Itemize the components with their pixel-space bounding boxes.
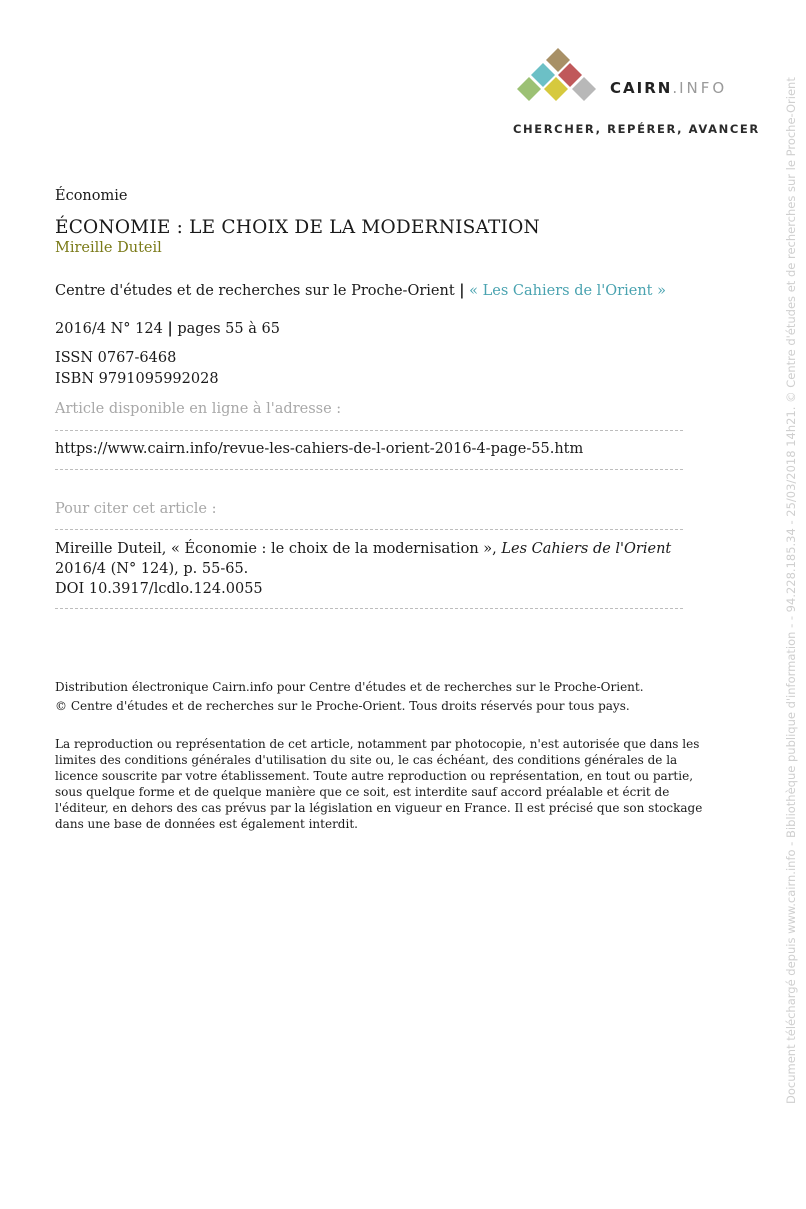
- cairn-wordmark: CAIRN.INFO: [610, 79, 728, 97]
- cairn-logo: [512, 46, 762, 146]
- legal-line: l'éditeur, en dehors des cas prévus par la législation en vigueur en France. Il est précisé que son stockage: [55, 801, 703, 816]
- availability-label: Article disponible en ligne à l'adresse :: [55, 401, 342, 417]
- journal-link[interactable]: « Les Cahiers de l'Orient »: [469, 283, 666, 299]
- legal-line: limites des conditions générales d'utilisation du site ou, le cas échéant, des conditions générales de la: [55, 753, 678, 768]
- logo-tagline: CHERCHER, REPÉRER, AVANCER: [513, 122, 760, 136]
- separator: |: [167, 320, 173, 337]
- article-author[interactable]: Mireille Duteil: [55, 240, 162, 256]
- legal-line: La reproduction ou représentation de cet article, notamment par photocopie, n'est autorisée que dans les: [55, 737, 700, 751]
- article-url-link[interactable]: https://www.cairn.info/revue-les-cahiers-de-l-orient-2016-4-page-55.htm: [55, 441, 584, 457]
- publisher-name: Centre d'études et de recherches sur le Proche-Orient: [55, 283, 455, 299]
- legal-line: sous quelque forme et de quelque manière que ce soit, est interdite sauf accord préalable et écrit de: [55, 785, 670, 800]
- issue-number: 2016/4 N° 124: [55, 321, 163, 337]
- article-rubric: Économie: [55, 188, 128, 204]
- copyright-notice: © Centre d'études et de recherches sur le Proche-Orient. Tous droits réservés pour tous pays.: [55, 699, 630, 713]
- separator: |: [459, 282, 465, 299]
- divider: [55, 430, 683, 431]
- issue-line: [55, 320, 280, 337]
- legal-line: dans une base de données est également interdit.: [55, 817, 358, 832]
- citation-line-1: Mireille Duteil, « Économie : le choix de la modernisation », Les Cahiers de l'Orient: [55, 541, 672, 557]
- distribution-notice: Distribution électronique Cairn.info pour Centre d'études et de recherches sur le Proche-Orient.: [55, 680, 644, 694]
- divider: [55, 608, 683, 609]
- legal-line: licence souscrite par votre établissement. Toute autre reproduction ou représentation, en tout ou partie,: [55, 769, 694, 784]
- download-watermark: Document téléchargé depuis www.cairn.info - Bibliothèque publique d'information - - 94.228.185.34 - 25/03/2018 14h21. © Centre d'études et de recherches sur le Proche-Orient: [784, 77, 798, 1104]
- citation-label: Pour citer cet article :: [55, 501, 217, 517]
- divider: [55, 469, 683, 470]
- citation-doi: DOI 10.3917/lcdlo.124.0055: [55, 581, 263, 597]
- publisher-line: [55, 282, 666, 299]
- legal-notice: [55, 736, 755, 833]
- cairn-diamonds-icon: [512, 46, 604, 108]
- issn: ISSN 0767-6468: [55, 350, 177, 366]
- article-title: ÉCONOMIE : LE CHOIX DE LA MODERNISATION: [55, 217, 540, 238]
- isbn: ISBN 9791095992028: [55, 371, 219, 387]
- page-range: pages 55 à 65: [177, 321, 280, 337]
- citation-line-2: 2016/4 (N° 124), p. 55-65.: [55, 561, 249, 577]
- citation-journal: Les Cahiers de l'Orient: [501, 541, 672, 557]
- divider: [55, 529, 683, 530]
